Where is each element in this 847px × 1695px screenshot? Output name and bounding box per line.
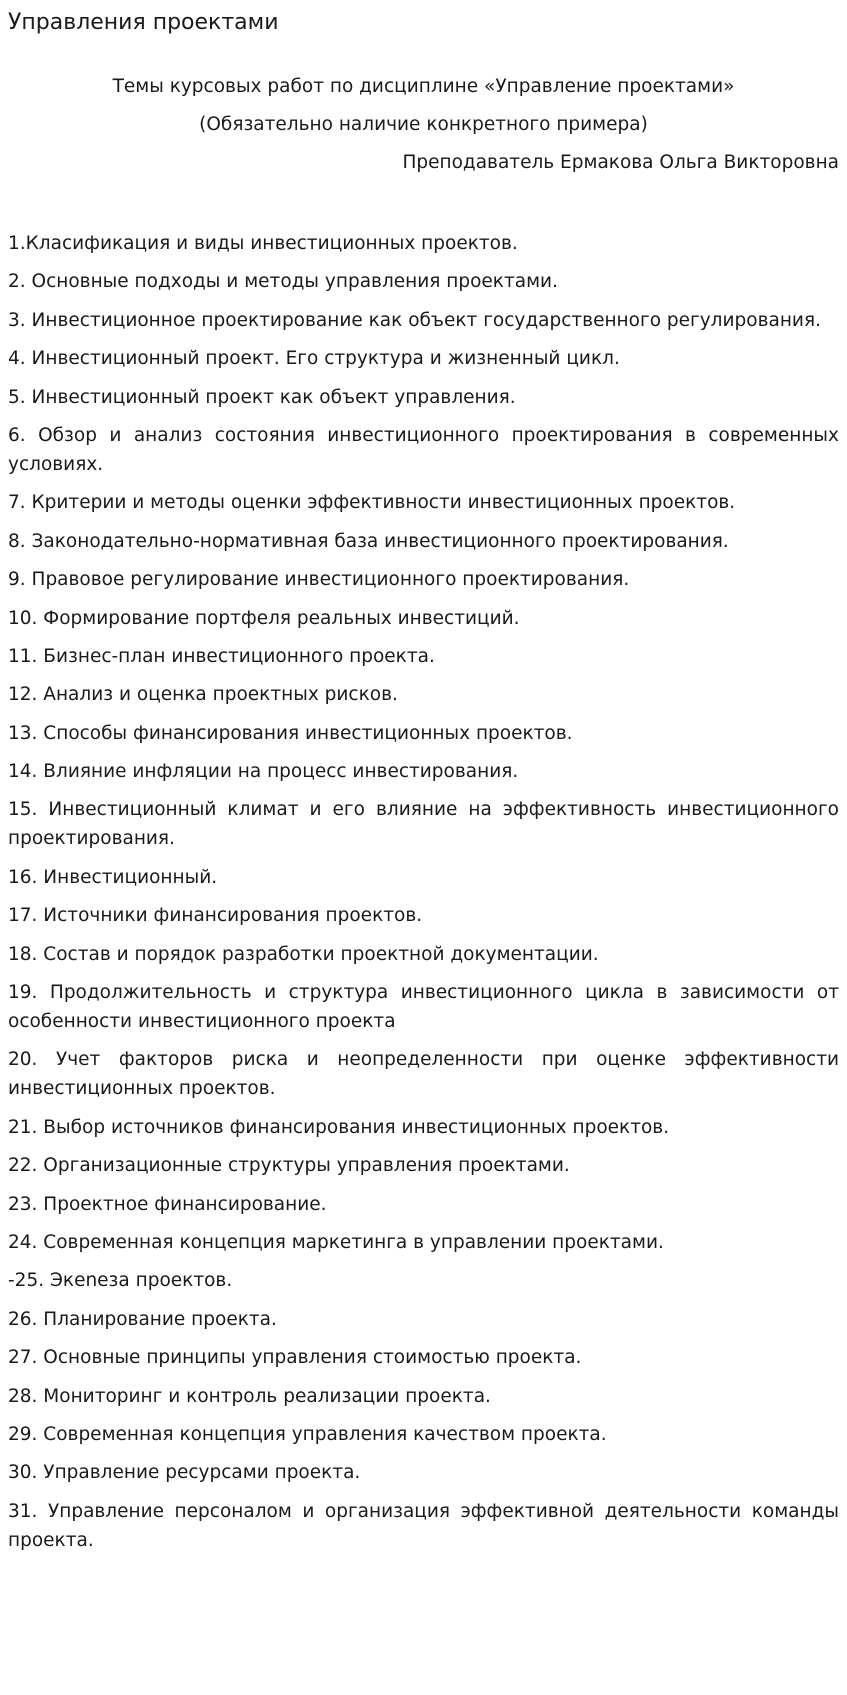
- topic-item: 7. Критерии и методы оценки эффективности инвестиционных проектов.: [8, 492, 736, 514]
- page-title: Управления проектами: [8, 10, 279, 35]
- topic-item: 20. Учет факторов риска и неопределенности при оценке эффективности инвестиционных проектов.: [8, 1049, 839, 1100]
- topic-item: 27. Основные принципы управления стоимостью проекта.: [8, 1347, 582, 1369]
- topic-item: 23. Проектное финансирование.: [8, 1193, 327, 1215]
- topic-item: 8. Законодательно-нормативная база инвестиционного проектирования.: [8, 530, 729, 552]
- topic-item: 13. Способы финансирования инвестиционных проектов.: [8, 722, 573, 744]
- topic-item: 10. Формирование портфеля реальных инвестиций.: [8, 607, 520, 629]
- topic-item: 12. Анализ и оценка проектных рисков.: [8, 684, 398, 706]
- topic-item: 18. Состав и порядок разработки проектной документации.: [8, 943, 599, 965]
- topic-item: 14. Влияние инфляции на процесс инвестирования.: [8, 761, 519, 783]
- topic-item: 22. Организационные структуры управления проектами.: [8, 1155, 570, 1177]
- topic-item: 5. Инвестиционный проект как объект управления.: [8, 386, 516, 408]
- topic-item: -25. Экеneза проектов.: [8, 1270, 233, 1292]
- topic-item: 2. Основные подходы и методы управления проектами.: [8, 271, 558, 293]
- teacher-name: Преподаватель Ермакова Ольга Викторовна: [402, 152, 839, 173]
- topic-item: 21. Выбор источников финансирования инвестиционных проектов.: [8, 1116, 670, 1138]
- topic-item: 3. Инвестиционное проектирование как объект государственного регулирования.: [8, 309, 821, 331]
- topic-item: 17. Источники финансирования проектов.: [8, 905, 423, 927]
- topic-item: 28. Мониторинг и контроль реализации проекта.: [8, 1385, 491, 1407]
- topic-list: [8, 229, 839, 1555]
- topic-item: 19. Продолжительность и структура инвестиционного цикла в зависимости от особенности инвестиционного проекта: [8, 982, 839, 1033]
- topic-item: 24. Современная концепция маркетинга в управлении проектами.: [8, 1231, 664, 1253]
- topic-item: 9. Правовое регулирование инвестиционного проектирования.: [8, 569, 630, 591]
- example-required-note: (Обязательно наличие конкретного примера): [199, 114, 648, 135]
- topic-item: 26. Планирование проекта.: [8, 1308, 277, 1330]
- topic-item: 31. Управление персоналом и организация эффективной деятельности команды проекта.: [8, 1500, 839, 1551]
- topic-item: 16. Инвестиционный.: [8, 866, 218, 888]
- topic-item: 6. Обзор и анализ состояния инвестиционного проектирования в современных условиях.: [8, 424, 839, 475]
- topic-item: 4. Инвестиционный проект. Его структура и жизненный цикл.: [8, 348, 620, 370]
- topic-item: 1.Класификация и виды инвестиционных проектов.: [8, 233, 518, 254]
- course-topics-heading: Темы курсовых работ по дисциплине «Управление проектами»: [112, 76, 735, 97]
- topic-item: 15. Инвестиционный климат и его влияние на эффективность инвестиционного проектирования.: [8, 799, 839, 850]
- topic-item: 29. Современная концепция управления качеством проекта.: [8, 1423, 607, 1445]
- topic-item: 30. Управление ресурсами проекта.: [8, 1462, 361, 1484]
- topic-item: 11. Бизнес-план инвестиционного проекта.: [8, 645, 435, 667]
